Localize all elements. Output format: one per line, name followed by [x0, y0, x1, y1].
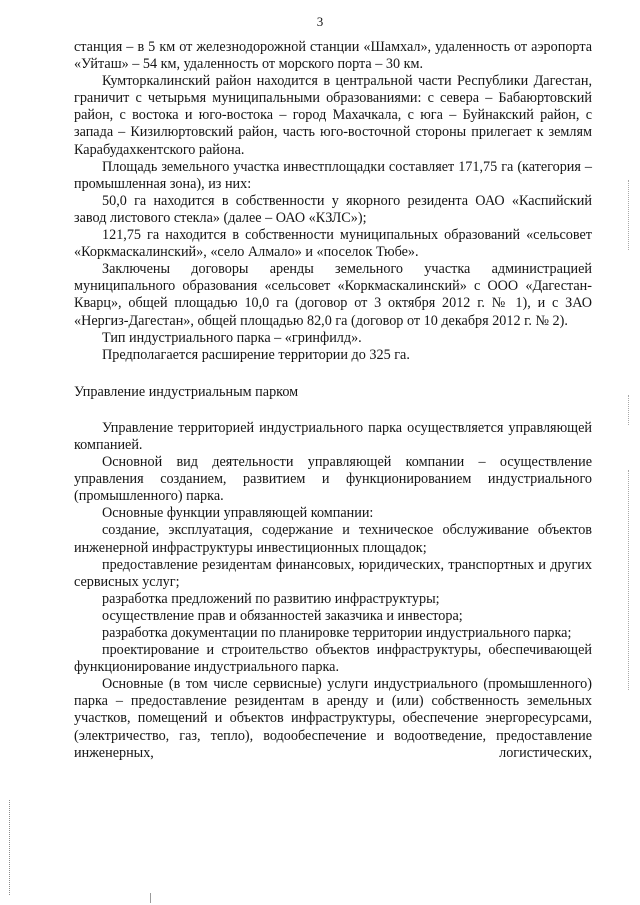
section-paragraph-4: создание, эксплуатация, содержание и техническое обслуживание объектов инженерной инфраструктуры инвестиционных площадок;	[74, 522, 592, 556]
paragraph-7: Тип индустриального парка – «гринфилд».	[102, 329, 362, 346]
paragraph-4: 50,0 га находится в собственности у якорного резидента ОАО «Каспийский завод листового стекла» (далее – ОАО «КЗЛС»);	[74, 192, 592, 226]
page-number: 3	[316, 14, 324, 29]
scan-artifact-left	[9, 800, 12, 895]
section-paragraph-10: Основные (в том числе сервисные) услуги индустриального (промышленного) парка – предоставление резидентам в аренду и (или) собственность земельных участков, помещений и объектов инфраструктуры, обеспечение энергоресурсами, (электричество, газ, тепло), водообеспечение и водоотведение, предоставление инженерных, логистических,	[74, 676, 592, 761]
paragraph-3: Площадь земельного участка инвестплощадки составляет 171,75 га (категория – промышленная зона), из них:	[74, 158, 592, 192]
section-heading: Управление индустриальным парком	[74, 383, 299, 400]
section-paragraph-8: разработка документации по планировке территории индустриального парка;	[102, 625, 572, 641]
scan-artifact-bottom	[150, 893, 151, 903]
paragraph-1: станция – в 5 км от железнодорожной станции «Шамхал», удаленность от аэропорта «Уйташ» – 54 км, удаленность от морского порта – 30 км.	[74, 39, 592, 73]
paragraph-8: Предполагается расширение территории до 325 га.	[102, 346, 410, 363]
paragraph-5: 121,75 га находится в собственности муниципальных образований «сельсовет «Коркмаскалинский», «село Алмало» и «поселок Тюбе».	[74, 227, 592, 261]
paragraph-6: Заключены договоры аренды земельного участка администрацией муниципального образования «сельсовет «Коркмаскалинский» с ООО «Дагестан-Кварц», общей площадью 10,0 га (договор от 3 октября 2012 г. № 1), и с ЗАО «Нергиз-Дагестан», общей площадью 82,0 га (договор от 10 декабря 2012 г. № 2).	[74, 261, 592, 329]
document-body	[74, 39, 592, 762]
section-paragraph-1: Управление территорией индустриального парка осуществляется управляющей компанией.	[74, 419, 592, 453]
scan-artifact-right-1	[628, 180, 631, 250]
section-paragraph-2: Основной вид деятельности управляющей компании – осуществление управления созданием, развитием и функционированием индустриального (промышленного) парка.	[74, 454, 592, 505]
section-paragraph-9: проектирование и строительство объектов инфраструктуры, обеспечивающей функционирование индустриального парка.	[74, 642, 592, 676]
section-paragraph-7: осуществление прав и обязанностей заказчика и инвестора;	[102, 607, 463, 624]
scan-artifact-right-2	[628, 395, 631, 425]
section-paragraph-5: предоставление резидентам финансовых, юридических, транспортных и других сервисных услуг;	[74, 556, 592, 590]
paragraph-2: Кумторкалинский район находится в центральной части Республики Дагестан, граничит с четырьмя муниципальными образованиями: с севера – Бабаюртовский район, с востока и юго-востока – город Махачкала, с юга – Буйнакский район, с запада – Кизилюртовский район, часть юго-восточной стороны прилегает к землям Карабудахкентского района.	[74, 73, 592, 158]
scan-artifact-right-3	[628, 470, 631, 690]
section-paragraph-6: разработка предложений по развитию инфраструктуры;	[102, 590, 440, 607]
section-paragraph-3: Основные функции управляющей компании:	[102, 505, 374, 522]
